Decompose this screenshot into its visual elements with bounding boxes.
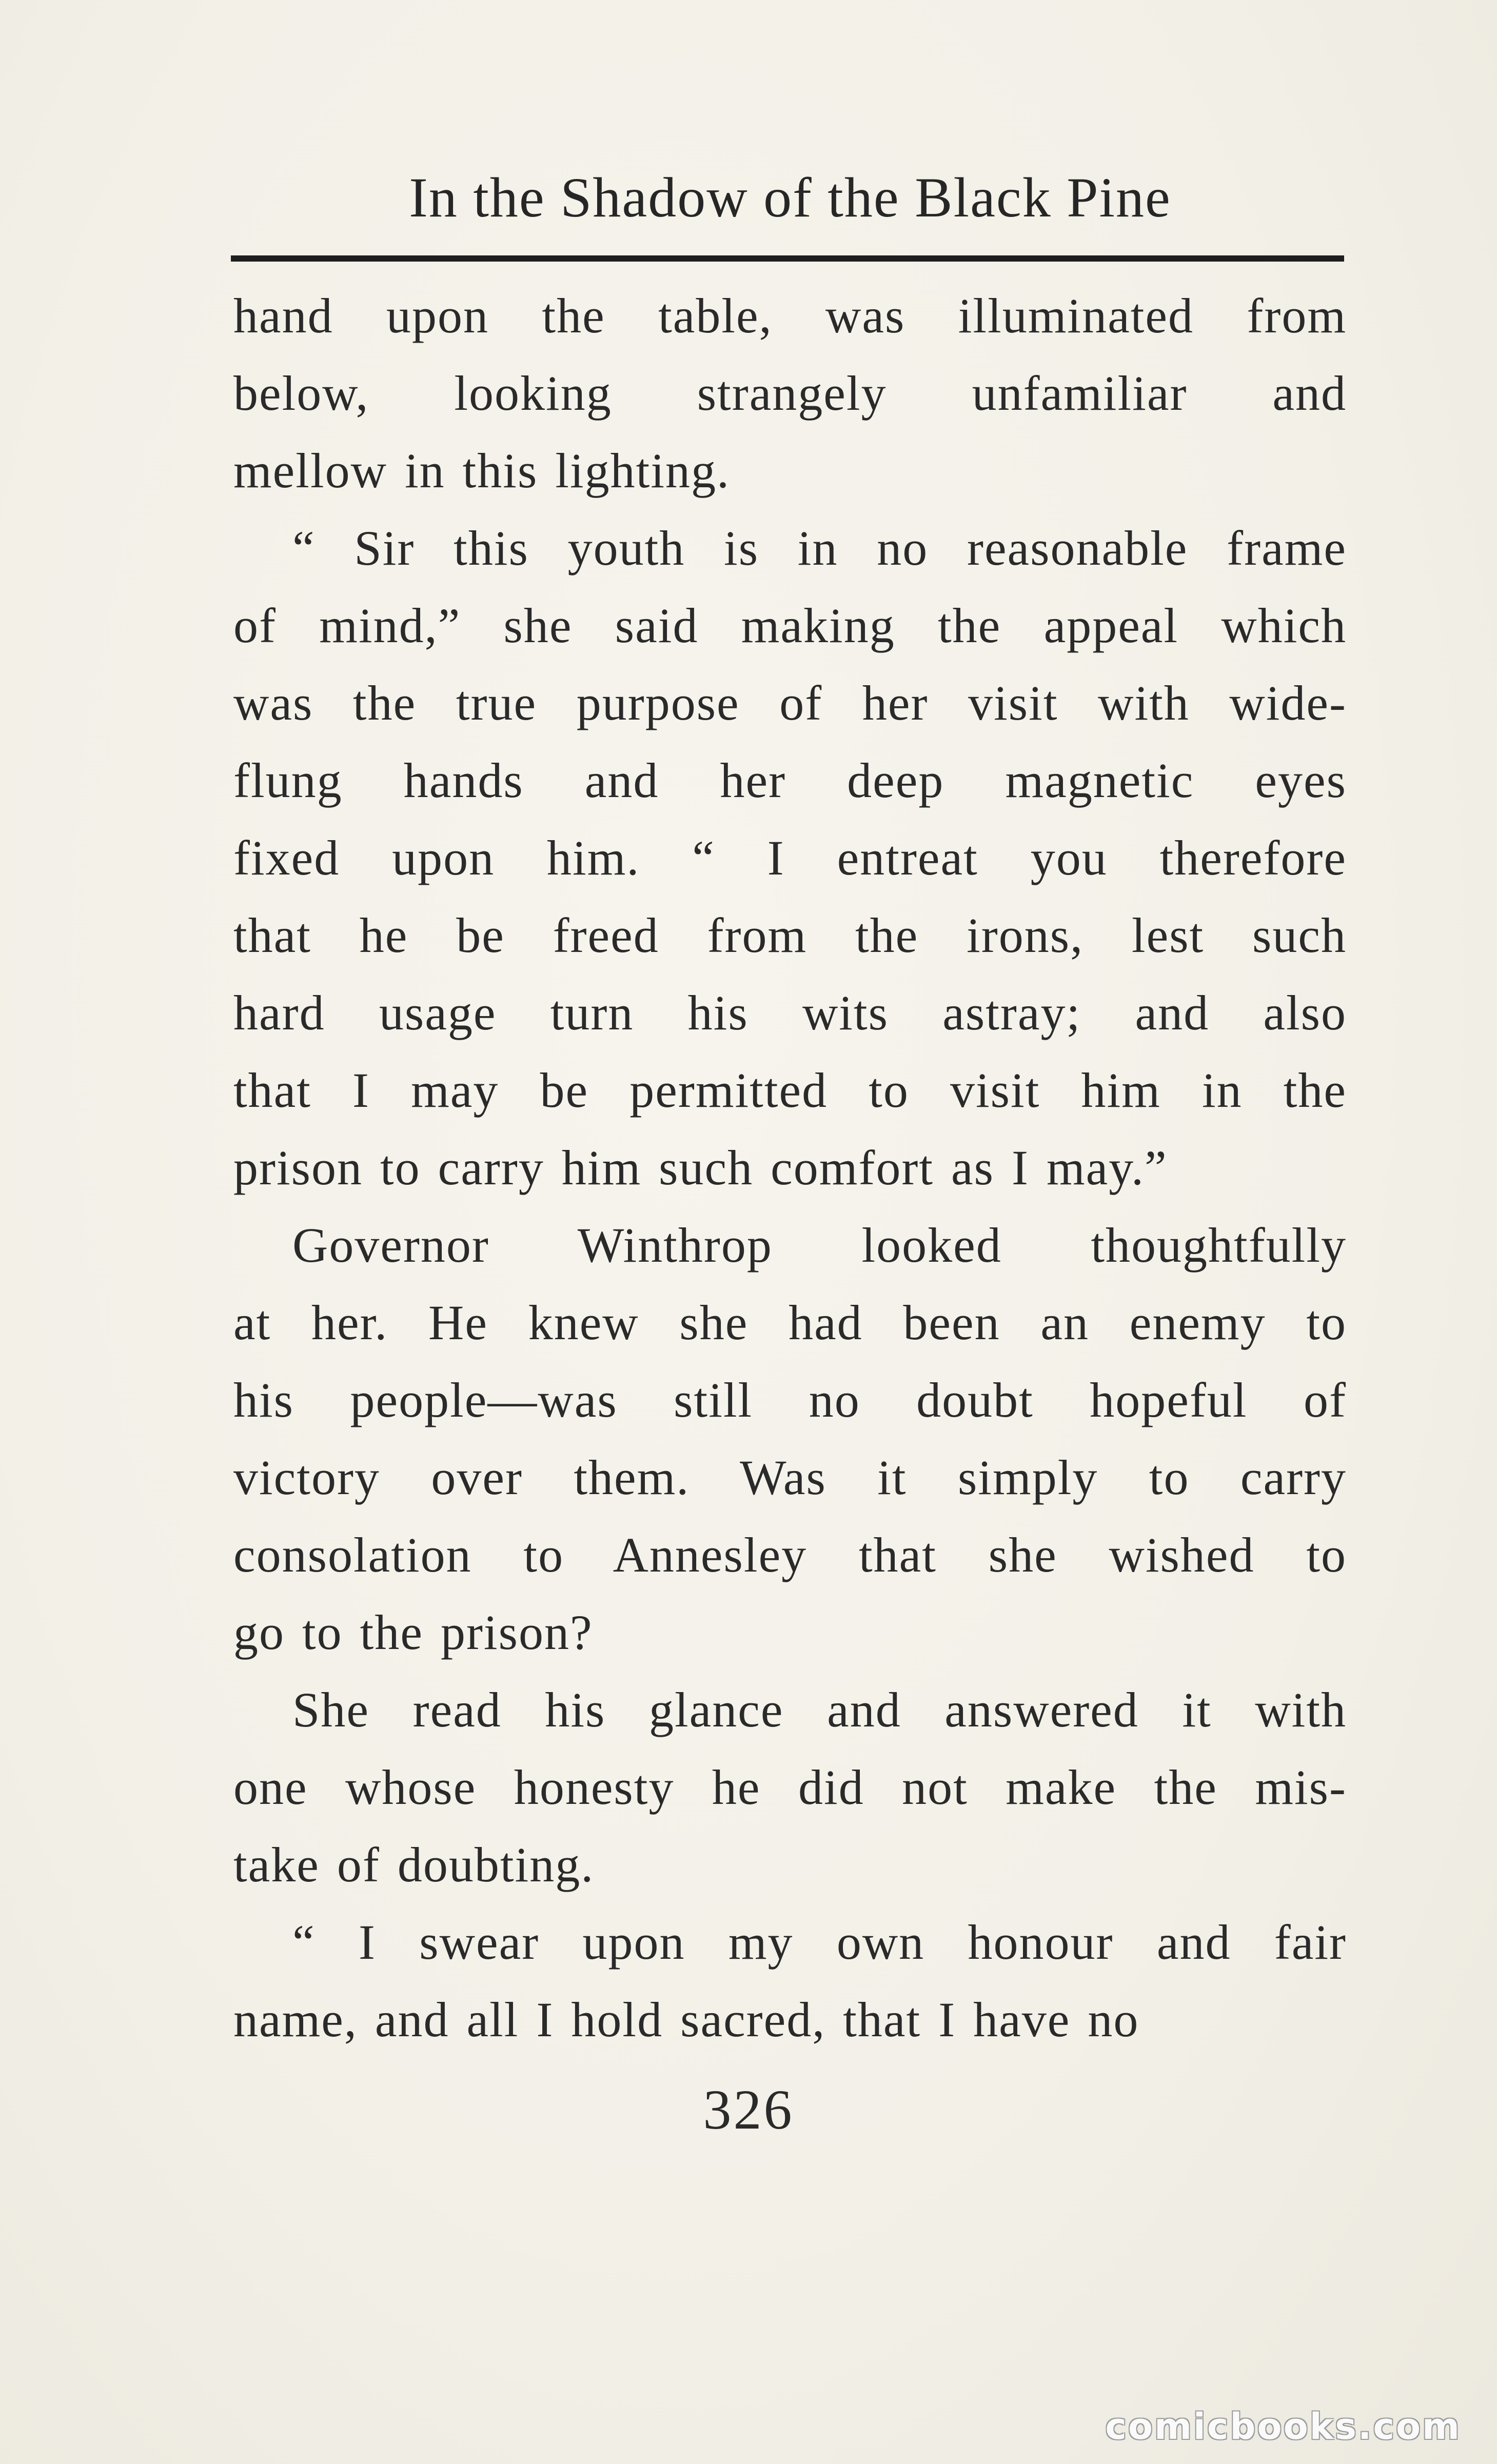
paragraph (233, 1206, 1347, 1671)
paragraph (233, 509, 1347, 1206)
text-line: that he be freed from the irons, lest such (233, 908, 1347, 963)
text-line: name, and all I hold sacred, that I have no (233, 1992, 1139, 2047)
text-line: hard usage turn his wits astray; and also (233, 985, 1347, 1040)
text-line: of mind,” she said making the appeal which (233, 598, 1347, 653)
text-line: Governor Winthrop looked thoughtfully (292, 1218, 1347, 1273)
text-line: prison to carry him such comfort as I may.” (233, 1140, 1168, 1195)
text-line: flung hands and her deep magnetic eyes (233, 753, 1347, 808)
text-line: fixed upon him. “ I entreat you therefore (233, 830, 1347, 885)
paragraph (233, 277, 1347, 509)
paragraph (233, 1903, 1347, 2058)
text-line: that I may be permitted to visit him in the (233, 1063, 1347, 1118)
text-line: at her. He knew she had been an enemy to (233, 1295, 1347, 1350)
text-line: one whose honesty he did not make the mis- (233, 1760, 1347, 1815)
text-line: mellow in this lighting. (233, 443, 731, 498)
text-line: victory over them. Was it simply to carry (233, 1450, 1347, 1505)
text-line: take of doubting. (233, 1837, 595, 1892)
watermark: comicbooks.com (1105, 2406, 1461, 2448)
text-line: below, looking strangely unfamiliar and (233, 366, 1347, 421)
body-text (233, 277, 1347, 2058)
text-line: consolation to Annesley that she wished to (233, 1527, 1347, 1582)
text-line: hand upon the table, was illuminated from (233, 288, 1347, 343)
text-line: She read his glance and answered it with (292, 1682, 1347, 1737)
text-line: “ Sir this youth is in no reasonable frame (292, 521, 1347, 575)
text-line: go to the prison? (233, 1605, 593, 1660)
text-line: was the true purpose of her visit with wide- (233, 675, 1347, 730)
header-rule (231, 255, 1344, 262)
paragraph (233, 1671, 1347, 1903)
running-head: In the Shadow of the Black Pine (409, 166, 1171, 229)
text-line: “ I swear upon my own honour and fair (292, 1915, 1347, 1970)
text-line: his people—was still no doubt hopeful of (233, 1373, 1347, 1427)
page-number: 326 (703, 2078, 794, 2141)
